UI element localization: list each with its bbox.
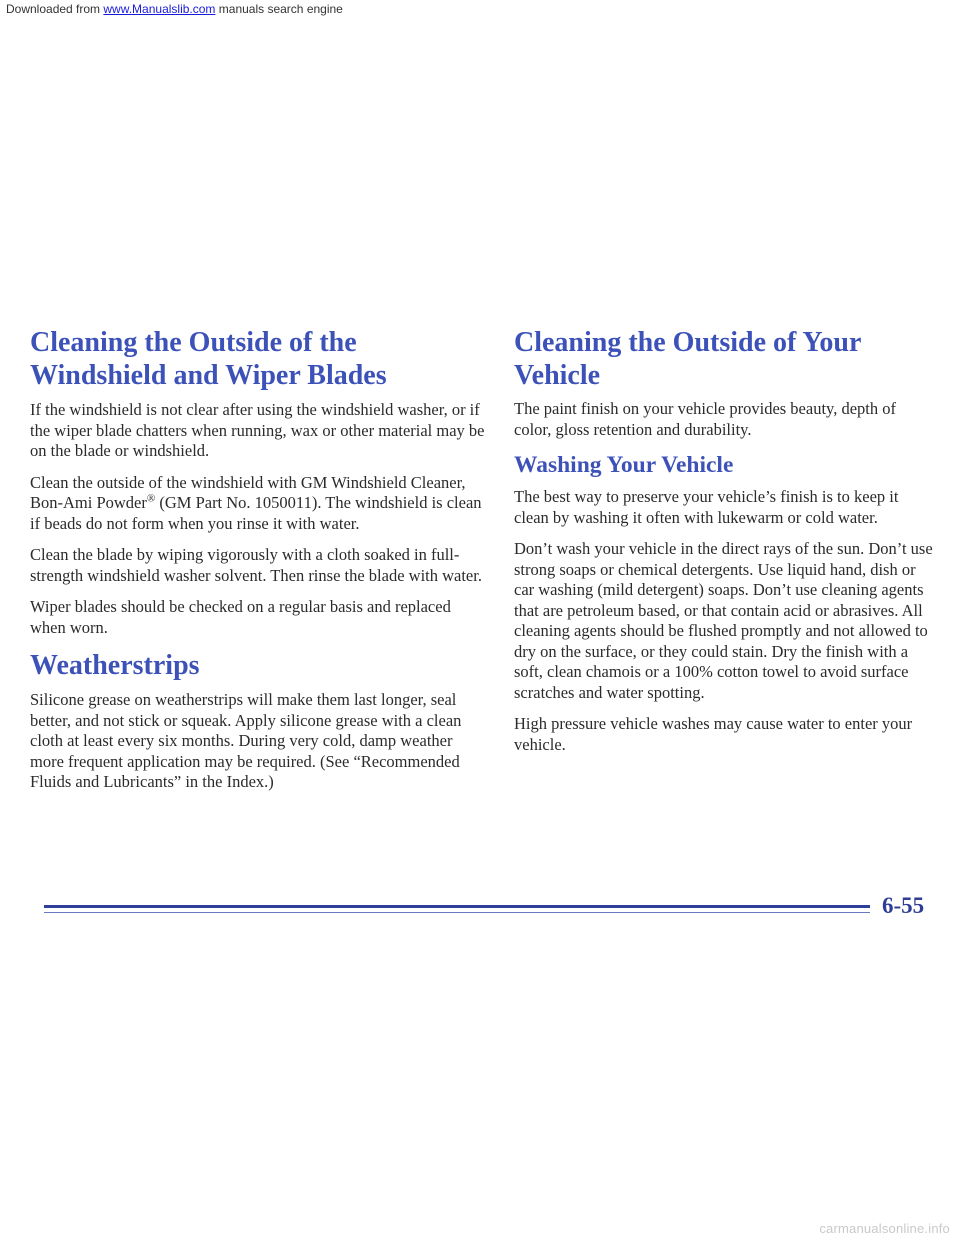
washing-para-3: High pressure vehicle washes may cause water to enter your vehicle. <box>514 714 913 754</box>
windshield-heading-line1: Cleaning the Outside of the <box>30 327 357 358</box>
washing-para-2: Don’t wash your vehicle in the direct rays of the sun. Don’t use strong soaps or chemical detergents. Use liquid hand, dish or car washing (mild detergent) soaps. Don’t use cleaning agents that are petroleum based, or that contain acid or abrasives. All cleaning agents should be flushed promptly and not allowed to dry on the surface, or they could stain. Dry the finish with a soft, clean chamois or a 100% cotton towel to avoid surface scratches and water spotting. <box>514 539 933 702</box>
windshield-para-2-b: (GM Part No. 1050011). The windshield is clean if beads do not form when you rinse it with water. <box>30 493 482 533</box>
washing-para-1: The best way to preserve your vehicle’s finish is to keep it clean by washing it often with lukewarm or cold water. <box>514 487 899 527</box>
right-column <box>514 326 934 766</box>
windshield-heading <box>30 326 486 392</box>
windshield-para-3: Clean the blade by wiping vigorously with a cloth soaked in full-strength windshield washer solvent. Then rinse the blade with water. <box>30 545 482 585</box>
windshield-para-2-a: Clean the outside of the windshield with GM Windshield Cleaner, Bon-Ami Powder <box>30 472 466 512</box>
paint-finish-para: The paint finish on your vehicle provides beauty, depth of color, gloss retention and durability. <box>514 399 896 439</box>
left-column <box>30 326 486 804</box>
weatherstrips-para: Silicone grease on weatherstrips will make them last longer, seal better, and not stick or squeak. Apply silicone grease with a clean cloth at least every six months. During very cold, damp weather more frequent application may be required. (See “Recommended Fluids and Lubricants” in the Index.) <box>30 690 462 791</box>
washing-heading: Washing Your Vehicle <box>514 452 734 478</box>
windshield-para-2 <box>30 473 486 535</box>
windshield-para-1: If the windshield is not clear after using the windshield washer, or if the wiper blade chatters when running, wax or other material may be on the blade or windshield. <box>30 400 485 460</box>
download-header <box>6 2 343 16</box>
vehicle-outside-heading: Cleaning the Outside of Your Vehicle <box>514 327 861 391</box>
footer-rule <box>44 905 870 908</box>
weatherstrips-heading: Weatherstrips <box>30 650 200 681</box>
watermark-text: carmanualsonline.info <box>819 1221 950 1236</box>
footer-rule-thin <box>44 912 870 913</box>
page-number: 6-55 <box>882 893 925 918</box>
header-suffix: manuals search engine <box>215 2 343 16</box>
header-prefix: Downloaded from <box>6 2 104 16</box>
registered-mark: ® <box>146 492 156 505</box>
windshield-para-4: Wiper blades should be checked on a regular basis and replaced when worn. <box>30 597 451 637</box>
windshield-heading-line2: Windshield and Wiper Blades <box>30 360 387 391</box>
manualslib-link[interactable]: www.Manualslib.com <box>103 2 216 16</box>
